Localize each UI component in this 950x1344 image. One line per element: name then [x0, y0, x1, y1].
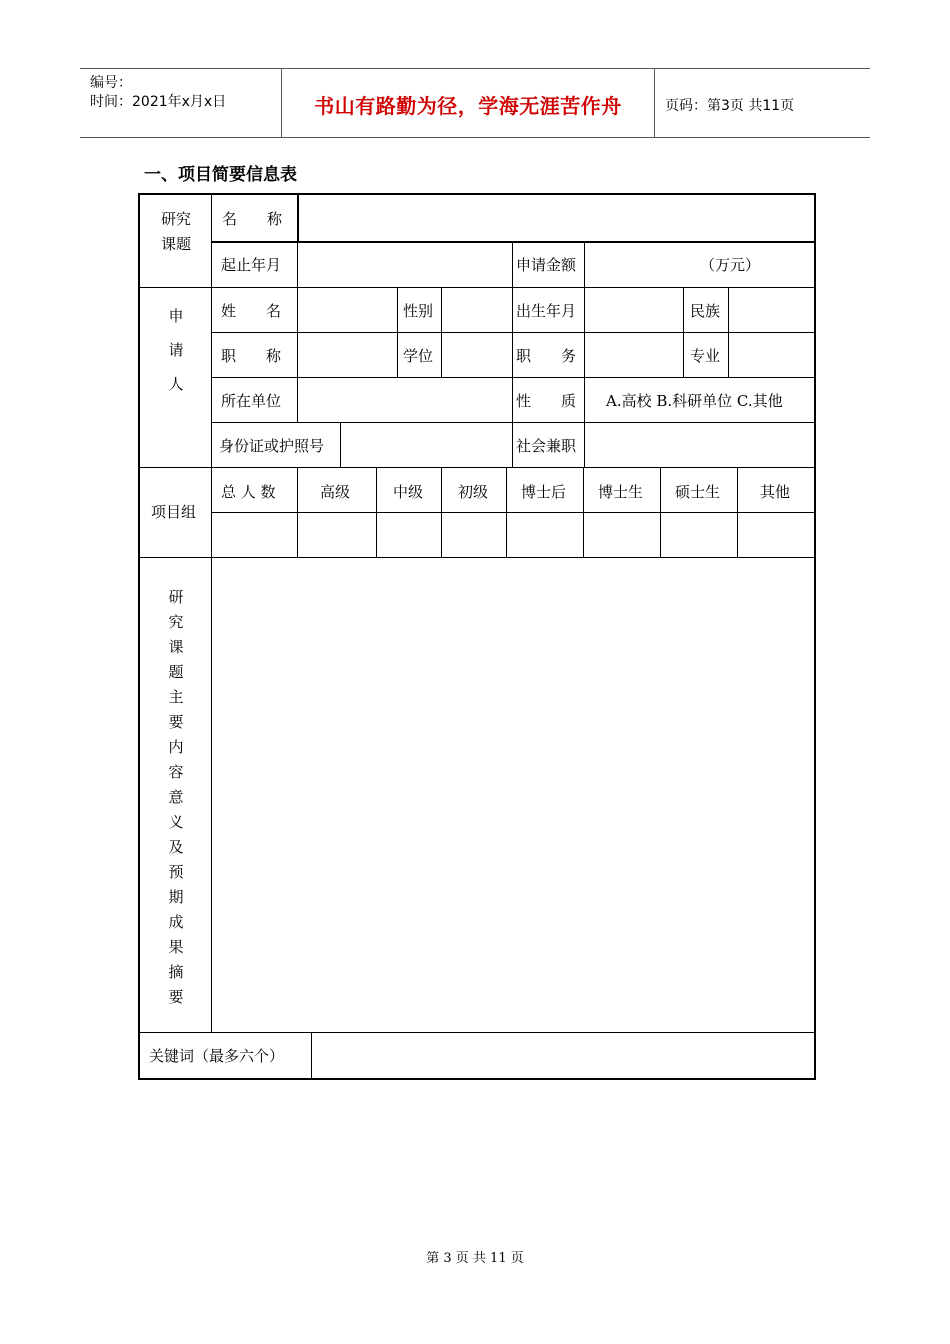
team-total-field[interactable]: [212, 513, 296, 556]
summary-label-char: 摘: [168, 963, 184, 981]
info-table: [138, 193, 816, 1080]
institution-label: 所在单位: [221, 392, 282, 410]
summary-label-char: 及: [168, 838, 184, 856]
amount-field[interactable]: [585, 243, 813, 286]
col-divider: [683, 287, 684, 377]
team-col-phd: 博士生: [598, 483, 644, 501]
team-col-senior: 高级: [320, 483, 351, 501]
header-meta: [80, 69, 282, 137]
research-topic-label: 研究 课题: [160, 210, 191, 253]
institution-field[interactable]: [298, 378, 511, 421]
summary-label-char: 预: [168, 863, 184, 881]
topic-name-field[interactable]: [298, 198, 813, 240]
title-label: 职 称: [221, 347, 282, 365]
period-label: 起止年月: [221, 256, 282, 274]
summary-label: [161, 585, 191, 1010]
ethnicity-label: 民族: [690, 302, 721, 320]
team-label: 项目组: [151, 503, 197, 521]
birth-label: 出生年月: [516, 302, 577, 320]
birth-field[interactable]: [585, 288, 682, 331]
social-post-field[interactable]: [585, 423, 813, 466]
header-motto-cell: [282, 69, 655, 137]
team-junior-field[interactable]: [442, 513, 505, 556]
col-divider: [512, 287, 513, 377]
gender-label: 性别: [403, 302, 434, 320]
team-col-postdoc: 博士后: [521, 483, 567, 501]
row-divider: [140, 467, 814, 468]
col-divider: [512, 422, 513, 467]
nature-options[interactable]: A.高校 B.科研单位 C.其他: [606, 392, 783, 410]
team-senior-field[interactable]: [298, 513, 375, 556]
summary-label-char: 内: [168, 738, 184, 756]
team-master-field[interactable]: [661, 513, 736, 556]
summary-label-char: 成: [168, 913, 184, 931]
ethnicity-field[interactable]: [729, 288, 813, 331]
social-post-label: 社会兼职: [516, 437, 577, 455]
person-name-field[interactable]: [298, 288, 396, 331]
header-page-cell: [655, 69, 870, 137]
summary-label-char: 意: [168, 788, 184, 806]
time-label: 时间：2021年x月x日: [90, 94, 227, 110]
position-label: 职 务: [516, 347, 577, 365]
page-header: [80, 68, 870, 138]
summary-label-char: 要: [168, 713, 184, 731]
col-divider: [512, 242, 513, 287]
summary-label-char: 研: [168, 588, 184, 606]
summary-label-char: 究: [168, 613, 184, 631]
summary-label-char: 题: [168, 663, 184, 681]
degree-label: 学位: [403, 347, 434, 365]
applicant-label: 申 请 人: [168, 307, 184, 393]
keywords-field[interactable]: [312, 1033, 813, 1077]
person-name-label: 姓 名: [221, 302, 282, 320]
summary-label-char: 课: [168, 638, 184, 656]
major-field[interactable]: [729, 333, 813, 376]
page-footer: 第 3 页 共 11 页: [426, 1251, 524, 1266]
team-middle-field[interactable]: [377, 513, 440, 556]
team-postdoc-field[interactable]: [507, 513, 582, 556]
summary-field[interactable]: [212, 558, 813, 1031]
col-divider: [512, 377, 513, 422]
summary-label-char: 容: [168, 763, 184, 781]
name-label: 名 称: [222, 210, 283, 228]
summary-label-char: 要: [168, 988, 184, 1006]
team-col-total: 总 人 数: [221, 483, 276, 501]
team-other-field[interactable]: [738, 513, 813, 556]
id-card-field[interactable]: [341, 423, 511, 466]
keywords-label: 关键词（最多六个）: [149, 1047, 285, 1065]
summary-label-char: 期: [168, 888, 184, 906]
col-divider: [584, 377, 585, 422]
degree-field[interactable]: [442, 333, 511, 376]
section-title: 一、项目简要信息表: [144, 165, 297, 185]
nature-label: 性 质: [516, 392, 577, 410]
amount-unit: （万元）: [700, 256, 761, 274]
team-col-middle: 中级: [393, 483, 424, 501]
serial-label: 编号：: [90, 75, 132, 91]
summary-label-char: 果: [168, 938, 184, 956]
summary-label-char: 义: [168, 813, 184, 831]
team-phd-field[interactable]: [584, 513, 659, 556]
period-field[interactable]: [298, 243, 511, 286]
team-col-other: 其他: [760, 483, 791, 501]
title-field[interactable]: [298, 333, 396, 376]
major-label: 专业: [690, 347, 721, 365]
team-col-master: 硕士生: [675, 483, 721, 501]
summary-label-char: 主: [168, 688, 184, 706]
id-card-label: 身份证或护照号: [219, 437, 325, 455]
amount-label: 申请金额: [516, 256, 577, 274]
motto: 书山有路勤为径，学海无涯苦作舟: [314, 94, 622, 118]
page-info: 页码：第3页 共11页: [665, 98, 795, 114]
gender-field[interactable]: [442, 288, 511, 331]
team-col-junior: 初级: [458, 483, 489, 501]
col-divider: [397, 287, 398, 377]
position-field[interactable]: [585, 333, 682, 376]
